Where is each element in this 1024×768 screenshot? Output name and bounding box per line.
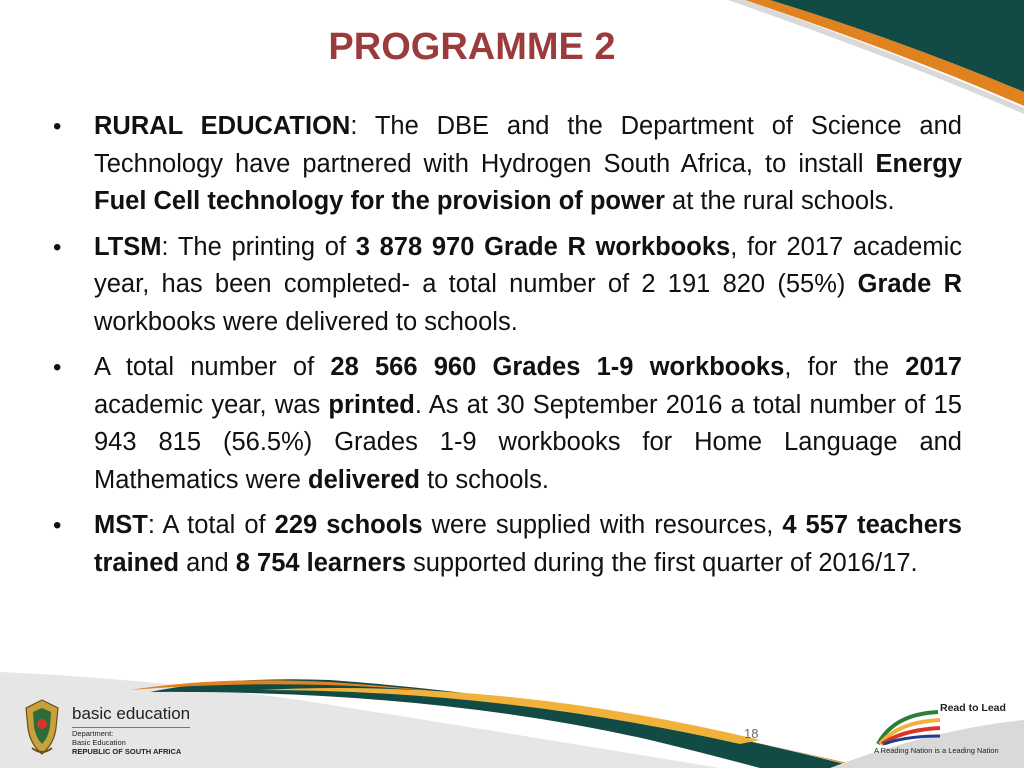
bullet-bold-text: 4 557 teachers trained xyxy=(94,511,962,577)
dbe-line-2: Basic Education xyxy=(72,738,126,747)
read-to-lead-title: Read to Lead xyxy=(940,702,1006,714)
dbe-name: basic education xyxy=(72,704,191,723)
dbe-line-3: REPUBLIC OF SOUTH AFRICA xyxy=(72,747,182,756)
bullet-bold-text: printed xyxy=(328,390,415,419)
bullet-text: : The printing of xyxy=(161,232,356,261)
bullet-mark: • xyxy=(53,354,62,381)
bullet-text: A total number of xyxy=(94,353,331,381)
bullet-mark: • xyxy=(53,512,62,539)
bullet-text: : The DBE and the Department of Science and Technology have partnered with Hydrogen South Africa, to install xyxy=(94,112,962,178)
bullet-bold-text: RURAL EDUCATION xyxy=(94,112,351,140)
read-to-lead-tagline: A Reading Nation is a Leading Nation xyxy=(874,746,999,755)
bullet-bold-text: 28 566 960 Grades 1-9 workbooks xyxy=(330,353,785,381)
dbe-rule xyxy=(72,727,190,728)
page-number: 18 xyxy=(744,726,759,741)
bullet-text: : A total of xyxy=(147,511,275,539)
bullet-item xyxy=(50,229,962,342)
bullet-item xyxy=(50,349,962,499)
bullet-text: supported during the first quarter of 2016/17. xyxy=(405,548,918,577)
bullet-text: at the rural schools. xyxy=(664,187,895,215)
coat-of-arms-icon xyxy=(20,698,64,756)
slide-title: PROGRAMME 2 xyxy=(328,26,616,68)
bullet-bold-text: LTSM xyxy=(94,232,162,261)
bullet-text: academic year, was xyxy=(94,390,329,419)
bullet-text: , for the xyxy=(784,353,906,381)
bullet-text: to schools. xyxy=(419,465,549,494)
bullet-text: and xyxy=(179,548,236,577)
bullet-text: , for 2017 academic year, has been completed- a total number of 2 191 820 (55%) xyxy=(94,232,962,298)
bullet-bold-text: 8 754 learners xyxy=(235,548,406,577)
bullet-text: . As at 30 September 2016 a total number of 15 943 815 (56.5%) Grades 1-9 workbooks for Home Language and Mathematics were xyxy=(94,390,962,494)
bullet-item xyxy=(50,507,962,582)
bullet-text: workbooks were delivered to schools. xyxy=(94,307,518,336)
open-book-icon xyxy=(874,704,944,748)
dbe-line-1: Department: xyxy=(72,729,114,738)
read-to-lead-logo xyxy=(874,700,1014,762)
bullet-bold-text: delivered xyxy=(308,465,420,494)
bullet-bold-text: MST xyxy=(94,511,148,539)
bullet-bold-text: Energy Fuel Cell technology for the provision of power xyxy=(94,149,962,215)
bullet-item xyxy=(50,108,962,221)
bullet-bold-text: 2017 xyxy=(905,353,962,381)
bullet-list xyxy=(50,108,962,590)
bullet-mark: • xyxy=(53,233,62,261)
bullet-text: were supplied with resources, xyxy=(422,511,783,539)
bullet-mark: • xyxy=(53,113,62,140)
dbe-logo xyxy=(20,698,210,758)
bullet-bold-text: Grade R xyxy=(857,270,963,298)
bullet-bold-text: 229 schools xyxy=(274,511,423,539)
bullet-bold-text: 3 878 970 Grade R workbooks xyxy=(355,232,731,261)
